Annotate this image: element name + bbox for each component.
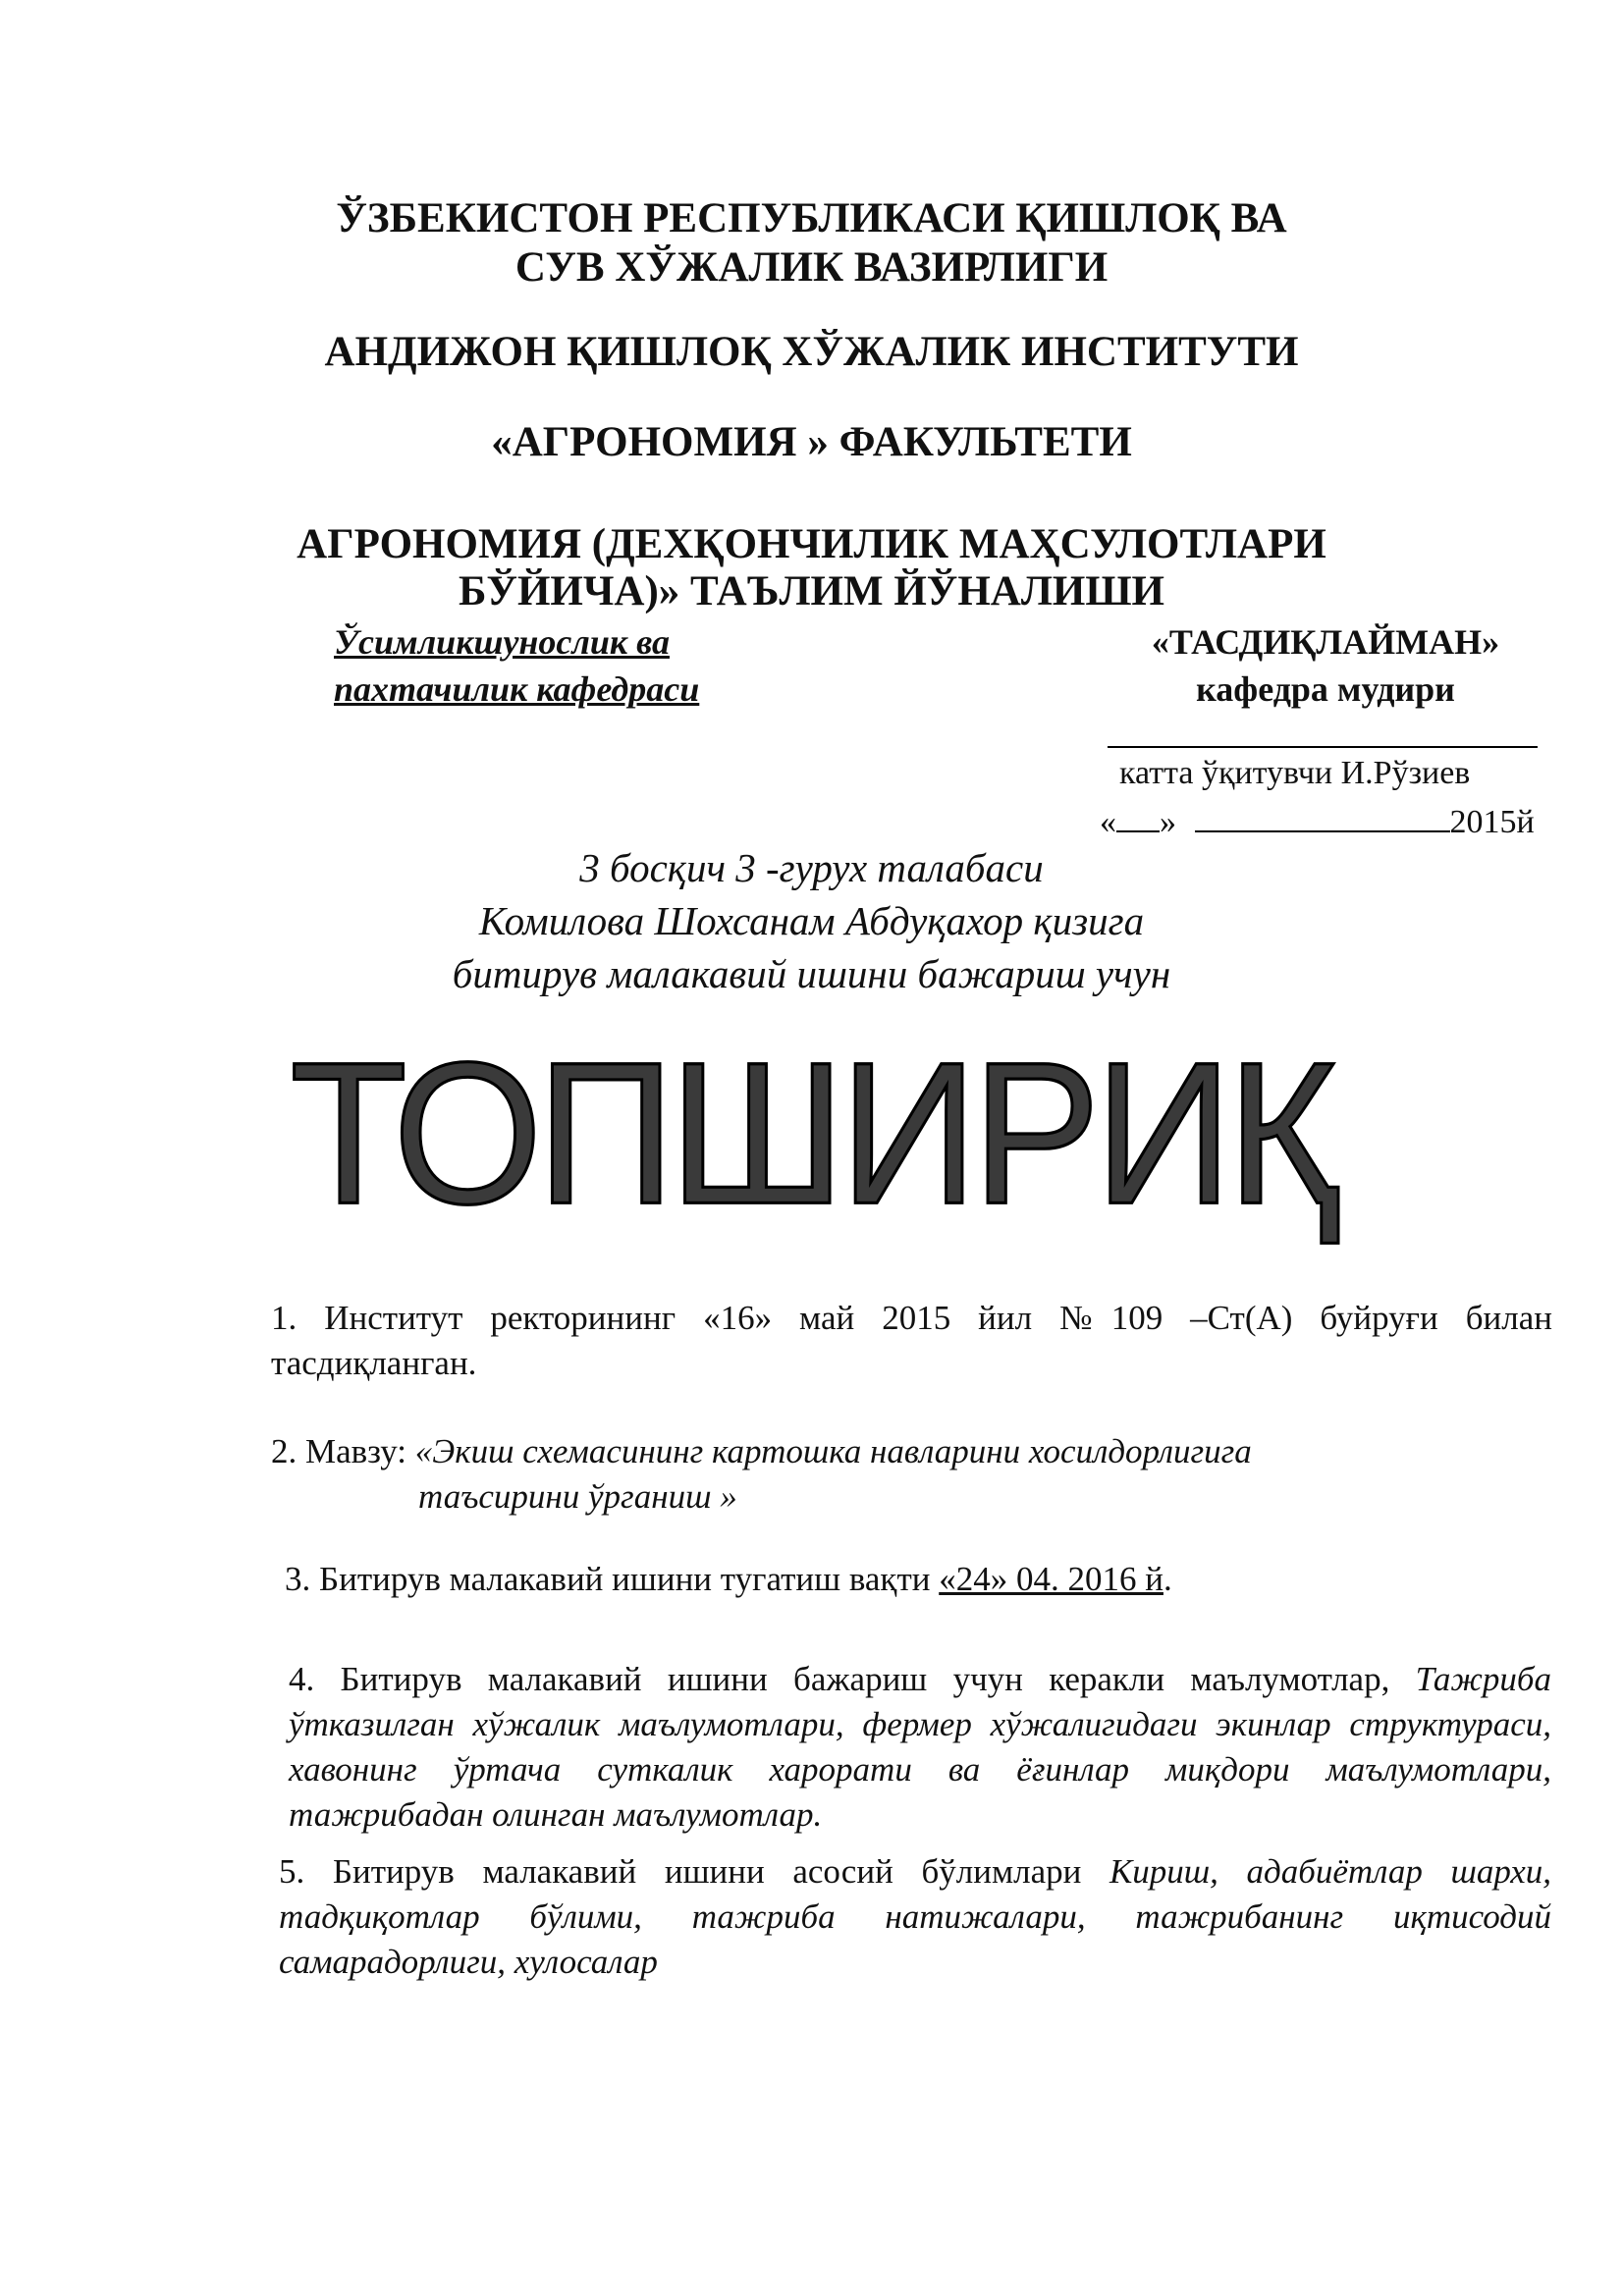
big-title: ТОПШИРИҚ [290, 1020, 1333, 1247]
approval-title: «ТАСДИҚЛАЙМАН» [1151, 622, 1500, 662]
item-3-date: «24» 04. 2016 й [939, 1560, 1163, 1598]
item-4-label: 4. Битирув малакавий ишини бажариш учун керакли маълумотлар, [289, 1660, 1416, 1698]
date-month-blank [1195, 801, 1450, 832]
item-1: 1. Институт ректорининг «16» май 2015 йил №109 –Ст(А) буйруғи билан тасдиқланган. [271, 1299, 1552, 1382]
item-5 [279, 1849, 1551, 1985]
item-2-topic-cont [418, 1474, 737, 1520]
item-2 [271, 1429, 1552, 1474]
item-4 [289, 1657, 1551, 1838]
item-2-topic: «Экиш схемасининг картошка навларини хосилдорлигига [414, 1432, 1252, 1470]
date-day-blank [1116, 801, 1160, 832]
item-2-topic-line2: таъсирини ўрганиш » [418, 1477, 737, 1516]
direction-line-2: БЎЙИЧА)» ТАЪЛИМ ЙЎНАЛИШИ [458, 568, 1165, 614]
department-line-1: Ўсимликшунослик ва [334, 622, 670, 662]
item-2-label: 2. Мавзу: [271, 1432, 415, 1470]
date-year: 2015й [1449, 804, 1535, 840]
approval-signer: катта ўқитувчи И.Рўзиев [1119, 755, 1471, 791]
item-4-text: Тажриба ўтказилган хўжалик маълумотлари, фермер хўжалигидаги экинлар структураси, хавонинг ўртача суткалик харорати ва ёғинлар миқдори маълумотлари, тажрибадан олинган маълумотлар. [289, 1660, 1551, 1834]
item-5-text: Кириш, адабиётлар шархи, тадқиқотлар бўлими, тажриба натижалари, тажрибанинг иқтисодий самарадорлиги, хулосалар [279, 1852, 1551, 1981]
faculty-name: «АГРОНОМИЯ » ФАКУЛЬТЕТИ [491, 419, 1132, 465]
item-3-label: 3. Битирув малакавий ишини тугатиш вақти [285, 1560, 940, 1598]
item-5-label: 5. Битирув малакавий ишини асосий бўлимлари [279, 1852, 1109, 1891]
approval-role: кафедра мудири [1196, 669, 1455, 709]
date-open-quote: « [1100, 804, 1116, 840]
institute-name: АНДИЖОН ҚИШЛОҚ ХЎЖАЛИК ИНСТИТУТИ [324, 329, 1299, 375]
direction-line-1: АГРОНОМИЯ (ДЕХҚОНЧИЛИК МАҲСУЛОТЛАРИ [297, 521, 1326, 567]
item-3 [285, 1557, 1551, 1602]
department-line-2: пахтачилик кафедраси [334, 669, 700, 709]
student-line-3: битирув малакавий ишини бажариш учун [452, 951, 1171, 996]
ministry-line-1: ЎЗБЕКИСТОН РЕСПУБЛИКАСИ ҚИШЛОҚ ВА [336, 195, 1287, 241]
item-3-end: . [1163, 1560, 1172, 1598]
signature-line [1108, 746, 1538, 748]
approval-date [1100, 801, 1535, 844]
student-line-1: 3 босқич 3 -гурух талабаси [579, 845, 1044, 890]
ministry-line-2: СУВ ХЎЖАЛИК ВАЗИРЛИГИ [514, 244, 1109, 291]
date-close-quote: » [1160, 804, 1176, 840]
student-line-2: Комилова Шохсанам Абдуқахор қизига [478, 898, 1145, 943]
